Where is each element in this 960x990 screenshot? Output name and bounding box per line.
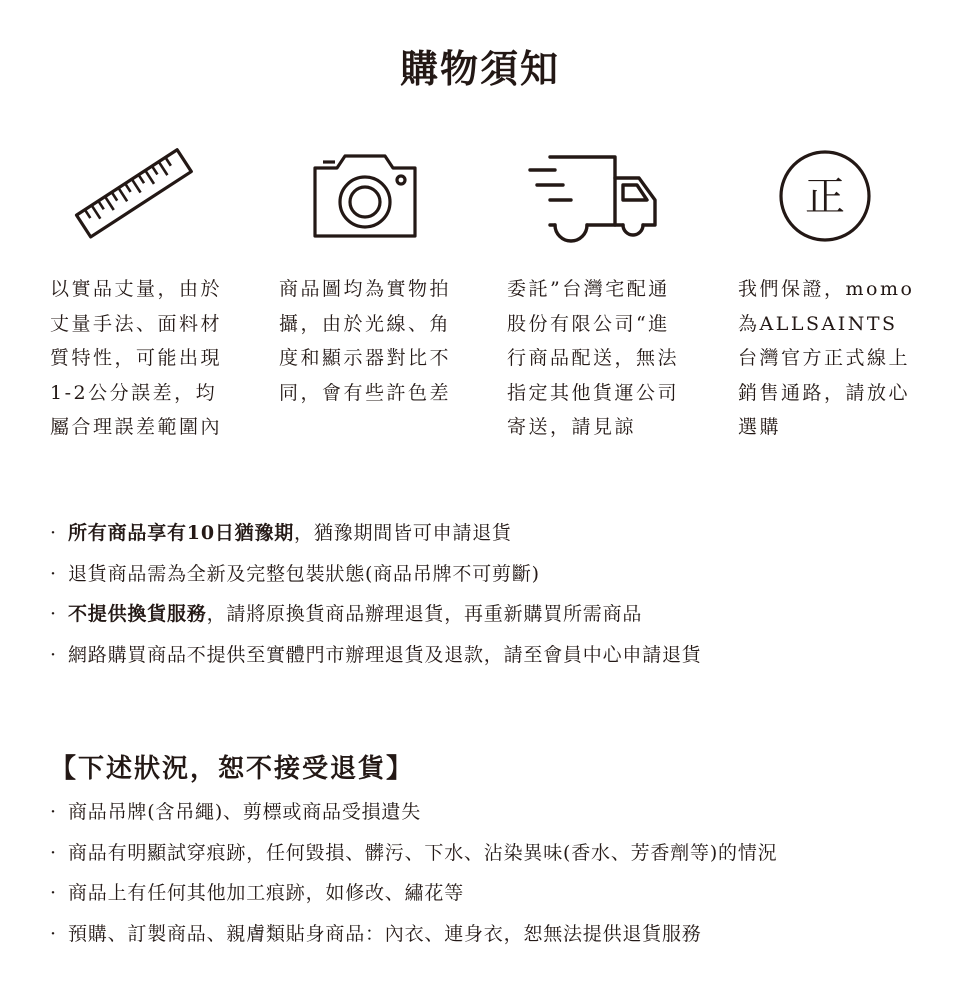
feature-line: 寄送，請見諒	[507, 416, 637, 438]
list-item	[50, 513, 930, 554]
no-return-list	[50, 792, 930, 954]
feature-line: 商品圖均為實物拍	[279, 278, 452, 300]
feature-line: 以實品丈量，由於	[50, 278, 223, 300]
authentic-seal-icon	[745, 140, 905, 250]
delivery-truck-icon	[515, 140, 675, 250]
bullet: ·	[50, 603, 57, 625]
bullet: ·	[50, 562, 57, 585]
bullet: ·	[50, 922, 57, 945]
feature-authentic	[738, 272, 928, 445]
seal-character: 正	[805, 174, 845, 220]
feature-measurement	[50, 272, 240, 445]
bullet: ·	[50, 841, 57, 864]
feature-line: 質特性，可能出現	[50, 347, 223, 369]
policy-text: 退貨商品需為全新及完整包裝狀態(商品吊牌不可剪斷)	[68, 562, 540, 585]
no-return-text: 商品吊牌(含吊繩)、剪標或商品受損遺失	[68, 801, 422, 823]
policy-highlight: 不提供換貨服務	[68, 603, 207, 625]
policy-highlight: 所有商品享有10日猶豫期	[68, 522, 295, 544]
feature-delivery	[507, 272, 697, 445]
list-item	[50, 833, 930, 874]
feature-line: 台灣官方正式線上	[738, 347, 911, 369]
feature-line: 銷售通路，請放心	[738, 381, 911, 404]
feature-line: 1-2公分誤差，均	[50, 381, 218, 404]
feature-line: 委託”台灣宅配通	[507, 278, 670, 300]
camera-icon	[285, 140, 445, 250]
feature-line: 行商品配送，無法	[507, 347, 680, 369]
feature-line: 股份有限公司“進	[507, 312, 670, 335]
feature-line: 選購	[738, 416, 782, 438]
list-item	[50, 554, 930, 595]
list-item	[50, 594, 930, 635]
list-item	[50, 635, 930, 676]
page-title: 購物須知	[399, 47, 560, 91]
feature-line: 屬合理誤差範圍內	[50, 416, 223, 438]
feature-line: 為ALLSAINTS	[738, 312, 898, 335]
feature-line: 同，會有些許色差	[279, 381, 452, 404]
policy-text: ，請將原換貨商品辦理退貨，再重新購買所需商品	[206, 603, 643, 625]
bullet: ·	[50, 643, 57, 666]
policy-text: ，猶豫期間皆可申請退貨	[294, 522, 512, 544]
bullet: ·	[50, 882, 57, 904]
feature-line: 攝，由於光線、角	[279, 312, 452, 335]
feature-line: 度和顯示器對比不	[279, 347, 452, 369]
feature-line: 丈量手法、面料材	[50, 312, 223, 335]
return-policy-list	[50, 513, 930, 675]
policy-text: 網路購買商品不提供至實體門市辦理退貨及退款，請至會員中心申請退貨	[68, 643, 702, 666]
list-item	[50, 792, 930, 833]
list-item	[50, 873, 930, 914]
ruler-icon	[55, 140, 215, 250]
list-item	[50, 914, 930, 955]
no-return-text: 商品有明顯試穿痕跡，任何毀損、髒污、下水、沾染異味(香水、芳香劑等)的情況	[68, 841, 778, 864]
bullet: ·	[50, 522, 57, 544]
feature-line: 指定其他貨運公司	[507, 381, 680, 404]
bullet: ·	[50, 801, 57, 823]
no-return-heading: 【下述狀況，恕不接受退貨】	[50, 754, 415, 784]
no-return-text: 商品上有任何其他加工痕跡，如修改、繡花等	[68, 882, 465, 904]
no-return-text: 預購、訂製商品、親膚類貼身商品：內衣、連身衣，恕無法提供退貨服務	[68, 922, 702, 945]
feature-photo	[279, 272, 469, 410]
feature-line: 我們保證，momo	[738, 278, 915, 300]
